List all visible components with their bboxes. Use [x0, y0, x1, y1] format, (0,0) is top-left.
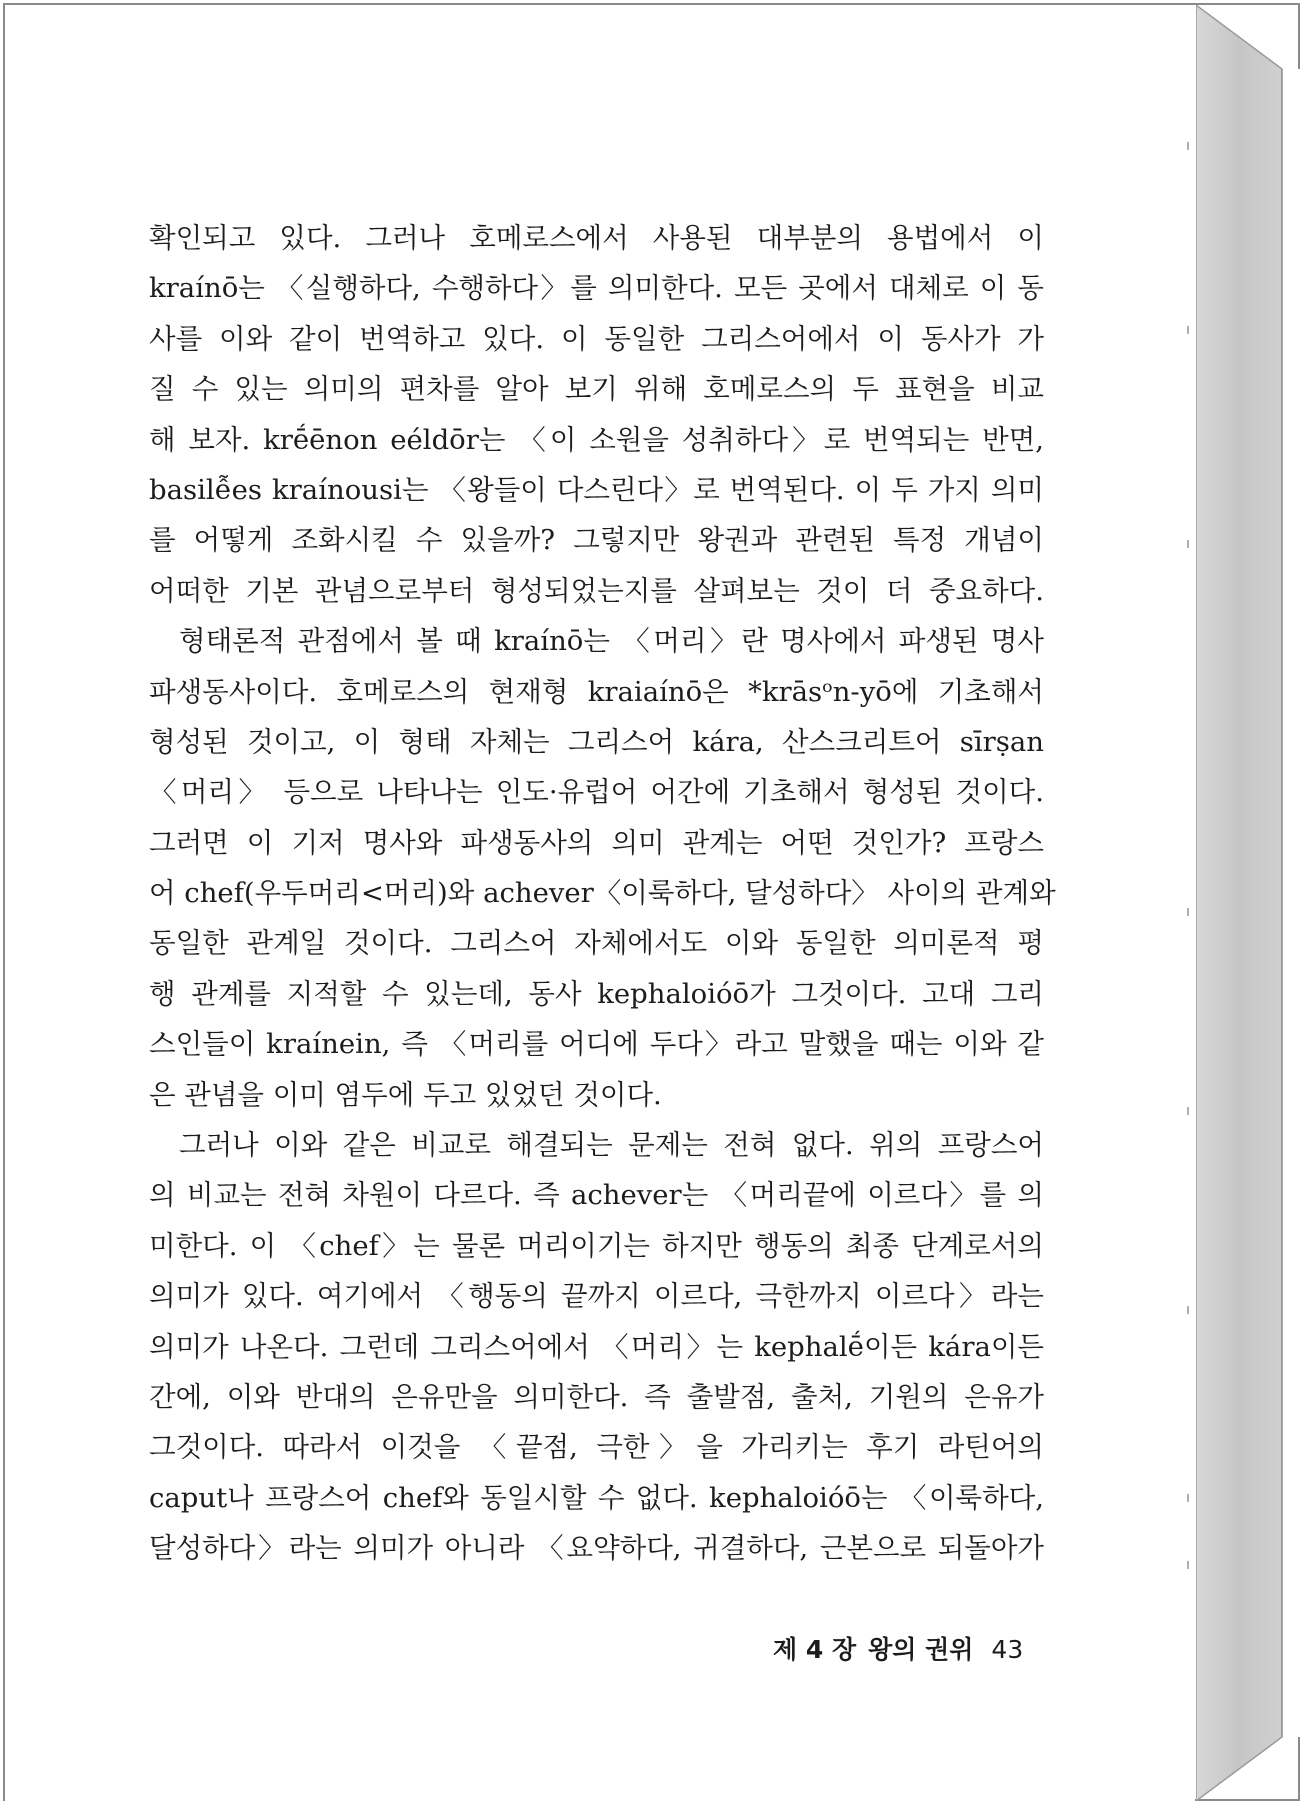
- text-line: 의미가 있다. 여기에서 〈행동의 끝까지 이르다, 극한까지 이르다〉라는: [149, 1280, 1044, 1313]
- text-line: caput나 프랑스어 chef와 동일시할 수 없다. kephaloióō는 〈이룩하다,: [149, 1481, 1044, 1514]
- text-line: 질 수 있는 의미의 편차를 알아 보기 위해 호메로스의 두 표현을 비교: [149, 373, 1044, 406]
- text-line: 해 보자. krḗēnon eéldōr는 〈이 소원을 성취하다〉로 번역되는 반면,: [149, 423, 1044, 456]
- text-line: 미한다. 이 〈chef〉는 물론 머리이기는 하지만 행동의 최종 단계로서의: [149, 1229, 1044, 1262]
- text-line: 그러면 이 기저 명사와 파생동사의 의미 관계는 어떤 것인가? 프랑스: [149, 826, 1044, 859]
- text-line: 를 어떻게 조화시킬 수 있을까? 그렇지만 왕권과 관련된 특정 개념이: [149, 524, 1044, 557]
- text-line: 의미가 나온다. 그런데 그리스어에서 〈머리〉는 kephalḗ이든 kára이든: [149, 1330, 1044, 1363]
- text-line: 스인들이 kraínein, 즉 〈머리를 어디에 두다〉라고 말했을 때는 이와 같: [149, 1028, 1044, 1061]
- body-text: [149, 213, 1056, 1574]
- text-line: basilễes kraínousi는 〈왕들이 다스린다〉로 번역된다. 이 두 가지 의미: [149, 473, 1044, 506]
- text-line: 간에, 이와 반대의 은유만을 의미한다. 즉 출발점, 출처, 기원의 은유가: [149, 1380, 1044, 1413]
- text-line: 형태론적 관점에서 볼 때 kraínō는 〈머리〉란 명사에서 파생된 명사: [179, 625, 1044, 658]
- text-line: 형성된 것이고, 이 형태 자체는 그리스어 kára, 산스크리트어 sīrṣan: [149, 725, 1044, 758]
- text-line: 어떠한 기본 관념으로부터 형성되었는지를 살펴보는 것이 더 중요하다.: [149, 574, 1044, 607]
- text-line: 동일한 관계일 것이다. 그리스어 자체에서도 이와 동일한 의미론적 평: [149, 927, 1044, 960]
- text-line: 확인되고 있다. 그러나 호메로스에서 사용된 대부분의 용법에서 이: [149, 222, 1044, 254]
- text-line: 어 chef(우두머리<머리)와 achever〈이룩하다, 달성하다〉 사이의 관계와: [149, 877, 1056, 910]
- book-thickness-edge: [1196, 5, 1300, 1801]
- edge-tick: [1187, 540, 1189, 548]
- page-number: 43: [991, 1635, 1024, 1664]
- text-line: 〈머리〉 등으로 나타나는 인도·유럽어 어간에 기초해서 형성된 것이다.: [149, 776, 1044, 809]
- edge-tick: [1187, 1561, 1189, 1569]
- text-line: 은 관념을 이미 염두에 두고 있었던 것이다.: [149, 1078, 662, 1111]
- edge-tick: [1187, 1107, 1189, 1115]
- text-line: 사를 이와 같이 번역하고 있다. 이 동일한 그리스어에서 이 동사가 가: [149, 322, 1044, 355]
- text-line: 그것이다. 따라서 이것을 〈끝점, 극한〉을 가리키는 후기 라틴어의: [149, 1431, 1044, 1464]
- edge-tick: [1187, 142, 1189, 150]
- edge-tick: [1187, 326, 1189, 334]
- chapter-label: 제 4 장: [773, 1635, 857, 1664]
- text-line: kraínō는 〈실행하다, 수행하다〉를 의미한다. 모든 곳에서 대체로 이 동: [149, 272, 1044, 305]
- edge-tick: [1187, 1494, 1189, 1502]
- text-line: 달성하다〉라는 의미가 아니라 〈요약하다, 귀결하다, 근본으로 되돌아가: [149, 1532, 1044, 1565]
- text-line: 파생동사이다. 호메로스의 현재형 kraiaínō은 *krāsᵒn-yō에 기초해서: [149, 675, 1044, 708]
- page-footer: [773, 1630, 1023, 1666]
- text-line: 의 비교는 전혀 차원이 다르다. 즉 achever는 〈머리끝에 이르다〉를 의: [149, 1179, 1044, 1212]
- edge-tick: [1187, 1306, 1189, 1314]
- text-line: 그러나 이와 같은 비교로 해결되는 문제는 전혀 없다. 위의 프랑스어: [179, 1129, 1044, 1162]
- chapter-title: 왕의 권위: [868, 1635, 974, 1664]
- edge-tick: [1187, 908, 1189, 916]
- book-page: [5, 5, 1195, 1801]
- text-line: 행 관계를 지적할 수 있는데, 동사 kephaloióō가 그것이다. 고대 그리: [149, 977, 1044, 1010]
